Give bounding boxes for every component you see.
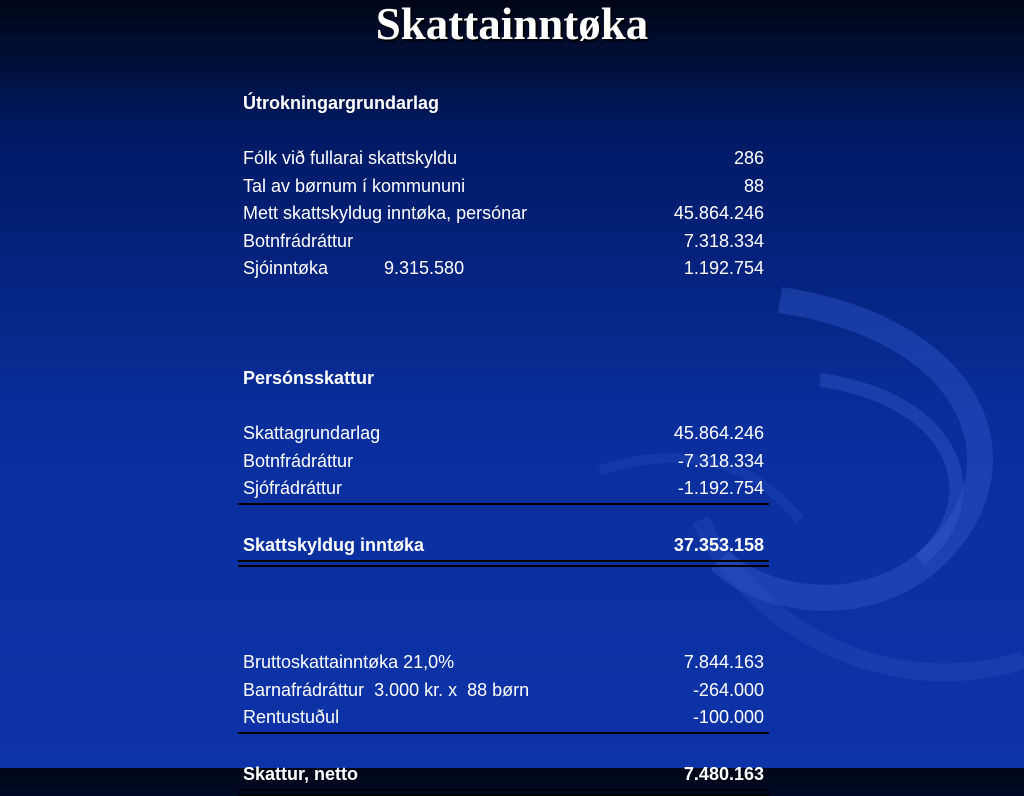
table-row xyxy=(238,173,769,201)
row-value: 1.192.754 xyxy=(683,258,764,278)
spacer xyxy=(238,118,769,146)
row-value: 286 xyxy=(733,148,764,168)
row-value: -100.000 xyxy=(692,707,764,727)
row-label: Tal av børnum í kommununi xyxy=(243,175,466,196)
row-label: Rentustuðul xyxy=(243,707,340,727)
row-value: -264.000 xyxy=(692,679,764,700)
table-row xyxy=(238,448,769,476)
row-label: Fólk við fullarai skattskyldu xyxy=(243,148,458,168)
row-label: Botnfrádráttur xyxy=(243,450,354,471)
total-value: 7.480.163 xyxy=(683,764,764,784)
total-value: 37.353.158 xyxy=(673,535,764,555)
spacer xyxy=(238,393,769,421)
total-label: Skattur, netto xyxy=(243,764,359,784)
section-heading-calculation-basis: Útrokningargrundarlag xyxy=(243,93,440,113)
table-row xyxy=(238,420,769,448)
row-label: Mett skattskyldug inntøka, persónar xyxy=(243,203,528,223)
section-heading-personal-tax: Persónsskattur xyxy=(243,368,375,388)
total-row-net-tax xyxy=(238,761,769,789)
row-label: Bruttoskattainntøka 21,0% xyxy=(243,652,455,672)
spacer xyxy=(238,734,769,762)
row-label: Botnfrádráttur xyxy=(243,230,354,251)
table-row xyxy=(238,704,769,734)
table-row xyxy=(238,228,769,256)
double-underline xyxy=(238,789,769,796)
row-value: 45.864.246 xyxy=(673,423,764,443)
double-underline xyxy=(238,560,769,567)
table-row xyxy=(238,200,769,228)
row-label: Sjóinntøka xyxy=(243,258,329,278)
row-value: 88 xyxy=(743,175,764,196)
row-label: Barnafrádráttur 3.000 kr. x 88 børn xyxy=(243,679,530,700)
table-row xyxy=(238,649,769,677)
row-label: Sjófrádráttur xyxy=(243,478,343,498)
spacer xyxy=(238,505,769,533)
row-value: -1.192.754 xyxy=(677,478,764,498)
row-value: 7.844.163 xyxy=(683,652,764,672)
table-row xyxy=(238,677,769,705)
total-row-taxable-income xyxy=(238,532,769,560)
table-row xyxy=(238,145,769,173)
total-label: Skattskyldug inntøka xyxy=(243,535,425,555)
row-label: Skattagrundarlag xyxy=(243,423,381,443)
spacer xyxy=(238,567,769,650)
row-mid-value: 9.315.580 xyxy=(384,258,465,278)
table-row xyxy=(238,475,769,505)
row-value: 45.864.246 xyxy=(673,203,764,223)
slide-title: Skattainntøka xyxy=(375,0,649,49)
table-row xyxy=(238,255,769,283)
spacer xyxy=(238,283,769,366)
row-value: 7.318.334 xyxy=(683,230,764,251)
tax-income-table xyxy=(238,90,769,796)
row-value: -7.318.334 xyxy=(677,450,764,471)
